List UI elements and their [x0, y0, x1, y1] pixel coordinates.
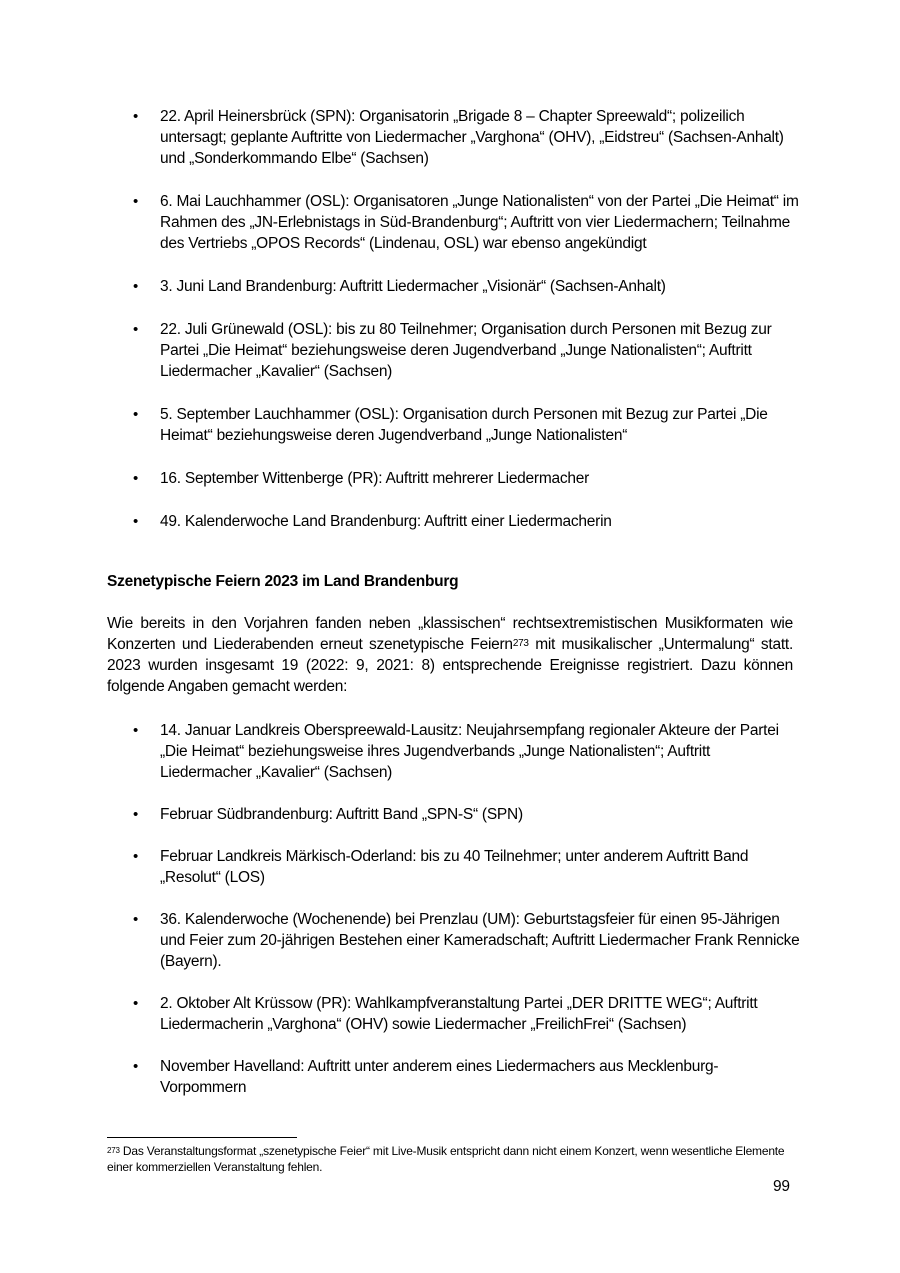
list-item: • 6. Mai Lauchhammer (OSL): Organisatoren „Junge Nationalisten“ von der Partei „Die Heimat“ im Rahmen des „JN-Erlebnistags in Süd-Brandenburg“; Auftritt von vier Liedermachern; Teilnahme des Vertriebs „OPOS Records“ (Lindenau, OSL) war ebenso angekündigt: [133, 193, 799, 252]
list-item: • 22. Juli Grünewald (OSL): bis zu 80 Teilnehmer; Organisation durch Personen mit Bezug zur Partei „Die Heimat“ beziehungsweise deren Jugendverband „Junge Nationalisten“; Auftritt Liedermacher „Kavalier“ (Sachsen): [133, 321, 772, 380]
footnote-text: Das Veranstaltungsformat „szenetypische Feier“ mit Live-Musik entspricht dann nicht einem Konzert, wenn wesentliche Elemente einer kommerziellen Veranstaltung fehlen.: [107, 1144, 785, 1174]
list-item: • 14. Januar Landkreis Oberspreewald-Lausitz: Neujahrsempfang regionaler Akteure der Partei „Die Heimat“ beziehungsweise ihres Jugendverbands „Junge Nationalisten“; Auftritt Liedermacher „Kavalier“ (Sachsen): [133, 722, 779, 781]
list-item: • 16. September Wittenberge (PR): Auftritt mehrerer Liedermacher: [133, 470, 590, 487]
footnote-number: 273: [107, 1146, 120, 1155]
events-list-2023: [133, 720, 800, 1119]
section-heading: Szenetypische Feiern 2023 im Land Brandenburg: [107, 573, 459, 590]
bullet-icon: •: [133, 1058, 139, 1075]
events-list-2022: [133, 106, 800, 554]
bullet-icon: •: [133, 513, 139, 530]
bullet-icon: •: [133, 470, 139, 487]
footnote-divider: [107, 1137, 297, 1138]
bullet-icon: •: [133, 806, 139, 823]
list-item: • 3. Juni Land Brandenburg: Auftritt Liedermacher „Visionär“ (Sachsen-Anhalt): [133, 278, 666, 295]
bullet-icon: •: [133, 911, 139, 928]
list-item: • 5. September Lauchhammer (OSL): Organisation durch Personen mit Bezug zur Partei „Die Heimat“ beziehungsweise deren Jugendverband „Junge Nationalisten“: [133, 406, 768, 444]
bullet-icon: •: [133, 321, 139, 338]
list-item: • 2. Oktober Alt Krüssow (PR): Wahlkampfveranstaltung Partei „DER DRITTE WEG“; Auftritt Liedermacherin „Varghona“ (OHV) sowie Liedermacher „FreilichFrei“ (Sachsen): [133, 995, 758, 1033]
list-item: • 36. Kalenderwoche (Wochenende) bei Prenzlau (UM): Geburtstagsfeier für einen 95-Jährigen und Feier zum 20-jährigen Bestehen einer Kameradschaft; Auftritt Liedermacher Frank Rennicke (Bayern).: [133, 911, 800, 970]
bullet-icon: •: [133, 278, 139, 295]
list-item: • Februar Landkreis Märkisch-Oderland: bis zu 40 Teilnehmer; unter anderem Auftritt Band „Resolut“ (LOS): [133, 848, 749, 886]
bullet-icon: •: [133, 722, 139, 739]
list-item: • 49. Kalenderwoche Land Brandenburg: Auftritt einer Liedermacherin: [133, 513, 612, 530]
list-item: • Februar Südbrandenburg: Auftritt Band „SPN-S“ (SPN): [133, 806, 523, 823]
bullet-icon: •: [133, 193, 139, 210]
bullet-icon: •: [133, 848, 139, 865]
page-number: 99: [773, 1178, 790, 1195]
intro-paragraph: Wie bereits in den Vorjahren fanden neben „klassischen“ rechtsextremistischen Musikformaten wie Konzerten und Liederabenden erneut szenetypische Feiern$^{273}$ mit musikalischer „Untermalung“ statt. 2023 wurden insgesamt 19 (2022: 9, 2021: 8) entsprechende Ereignisse registriert. Dazu können folgende Angaben gemacht werden:: [107, 615, 794, 695]
bullet-icon: •: [133, 406, 139, 423]
bullet-icon: •: [133, 108, 139, 125]
list-item: • 22. April Heinersbrück (SPN): Organisatorin „Brigade 8 – Chapter Spreewald“; polizeilich untersagt; geplante Auftritte von Liedermacher „Varghona“ (OHV), „Eidstreu“ (Sachsen-Anhalt) und „Sonderkommando Elbe“ (Sachsen): [133, 108, 784, 167]
bullet-icon: •: [133, 995, 139, 1012]
list-item: • November Havelland: Auftritt unter anderem eines Liedermachers aus Mecklenburg-Vorpommern: [133, 1058, 719, 1096]
footnote-reference[interactable]: 273: [512, 638, 529, 649]
footnote: [107, 1143, 793, 1175]
